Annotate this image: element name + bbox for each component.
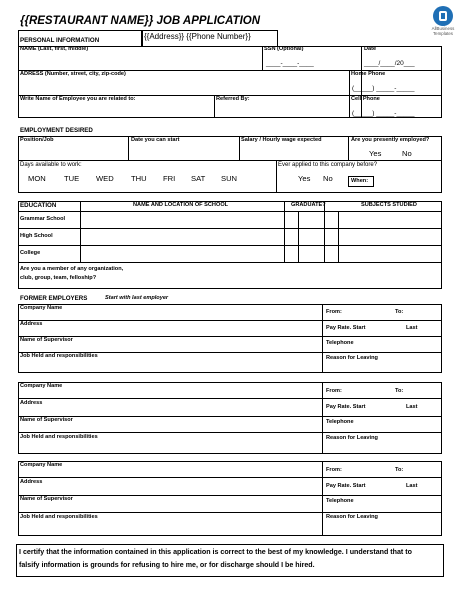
divider <box>80 201 81 262</box>
job-held-label: Job Held and responsibilities <box>20 353 98 359</box>
school-row-label: Grammar School <box>20 216 66 222</box>
ssn-label: SSN (Optional) <box>264 46 304 52</box>
company-name-label: Company Name <box>20 383 63 389</box>
education-col-name: NAME AND LOCATION OF SCHOOL <box>133 202 229 208</box>
pay-rate-label: Pay Rate. Start <box>326 325 366 331</box>
position-field[interactable] <box>20 145 124 157</box>
logo-text-1: AllBusiness <box>431 26 455 31</box>
from-label: From: <box>326 388 342 394</box>
to-label: To: <box>395 309 404 315</box>
employed-label: Are you presently employed? <box>351 137 430 143</box>
related-employee-field[interactable] <box>40 105 210 116</box>
home-phone-label: Home Phone <box>351 71 386 77</box>
cell-phone-label: Cell Phone <box>351 96 380 102</box>
education-col-graduate: GRADUATE? <box>291 202 326 208</box>
home-phone-field[interactable]: (_____) _____-_____ <box>352 85 415 92</box>
address-label: Address <box>20 321 43 327</box>
employer-block-1 <box>18 304 442 373</box>
employed-no-option[interactable]: No <box>402 149 412 158</box>
divider <box>18 336 442 337</box>
telephone-label: Telephone <box>326 340 354 346</box>
salary-field[interactable] <box>241 145 345 157</box>
reason-leaving-label: Reason for Leaving <box>326 435 378 441</box>
company-name-label: Company Name <box>20 462 63 468</box>
day-wed[interactable]: WED <box>96 174 114 183</box>
section-education-heading: EDUCATION <box>20 202 57 209</box>
day-thu[interactable]: THU <box>131 174 147 183</box>
divider <box>298 211 299 262</box>
organization-field[interactable] <box>160 266 438 286</box>
address-label: ADRESS (Number, street, city, zip-code) <box>20 71 126 77</box>
certification-text-1: I certify that the information contained in this application is correct to the best of my knowledge. I understand that to <box>19 548 412 556</box>
divider <box>18 320 442 321</box>
divider <box>18 211 442 212</box>
employer-block-2 <box>18 382 442 454</box>
to-label: To: <box>395 467 404 473</box>
day-sat[interactable]: SAT <box>191 174 206 183</box>
name-label: NAME (Last, first, middle) <box>20 46 89 52</box>
divider <box>18 495 442 496</box>
divider <box>322 382 323 454</box>
education-col-subjects: SUBJECTS STUDIED <box>361 202 417 208</box>
when-field[interactable] <box>376 176 438 187</box>
referred-by-field[interactable] <box>218 105 346 116</box>
organization-label: club, group, team, felloship? <box>20 275 97 281</box>
divider <box>18 160 442 161</box>
section-former-employers-heading: FORMER EMPLOYERS <box>20 295 88 302</box>
employed-yes-option[interactable]: Yes <box>369 149 382 158</box>
divider <box>18 262 442 263</box>
divider <box>128 136 129 160</box>
school-row-label: College <box>20 250 41 256</box>
divider <box>18 228 442 229</box>
divider <box>348 136 349 160</box>
supervisor-label: Name of Supervisor <box>20 337 73 343</box>
logo-icon <box>433 6 453 26</box>
address-label: Address <box>20 400 43 406</box>
start-date-field[interactable] <box>131 145 235 157</box>
reason-leaving-label: Reason for Leaving <box>326 355 378 361</box>
day-sun[interactable]: SUN <box>221 174 238 183</box>
applied-before-label: Ever applied to this company before? <box>278 162 378 168</box>
job-held-label: Job Held and responsibilities <box>20 514 98 520</box>
address-phone-placeholder: {{Address}} {{Phone Number}} <box>144 32 251 41</box>
date-label: Date <box>364 46 377 52</box>
divider <box>18 416 442 417</box>
from-label: From: <box>326 467 342 473</box>
divider <box>18 432 442 433</box>
address-label: Address <box>20 479 43 485</box>
divider <box>214 95 215 118</box>
salary-label: Salary / Hourly wage expected <box>241 137 322 143</box>
related-employee-label: Write Name of Employee you are related to: <box>20 96 136 102</box>
telephone-label: Telephone <box>326 498 354 504</box>
divider <box>18 512 442 513</box>
company-name-label: Company Name <box>20 305 63 311</box>
day-mon[interactable]: MON <box>28 174 46 183</box>
when-label: When: <box>351 178 369 184</box>
days-available-label: Days available to work: <box>20 162 82 168</box>
page-title: {{RESTAURANT NAME}} JOB APPLICATION <box>20 15 261 27</box>
applied-no-option[interactable]: No <box>323 174 333 183</box>
day-tue[interactable]: TUE <box>64 174 80 183</box>
divider <box>322 304 323 373</box>
pay-last-label: Last <box>406 404 418 410</box>
supervisor-label: Name of Supervisor <box>20 496 73 502</box>
ssn-field[interactable]: ____-____-____ <box>266 60 314 67</box>
start-date-label: Date you can start <box>131 137 180 143</box>
supervisor-label: Name of Supervisor <box>20 417 73 423</box>
from-label: From: <box>326 309 342 315</box>
pay-rate-label: Pay Rate. Start <box>326 483 366 489</box>
divider <box>284 201 285 262</box>
certification-text-2: falsify information is grounds for refusing to hire me, or for discharge should I be hired. <box>19 561 315 569</box>
section-employment-heading: EMPLOYMENT DESIRED <box>20 127 93 134</box>
job-held-label: Job Held and responsibilities <box>20 434 98 440</box>
telephone-label: Telephone <box>326 419 354 425</box>
reason-leaving-label: Reason for Leaving <box>326 514 378 520</box>
address-box <box>142 30 278 46</box>
divider <box>18 477 442 478</box>
divider <box>262 46 263 70</box>
brand-logo <box>419 6 467 36</box>
address-field[interactable] <box>40 80 340 92</box>
referred-by-label: Referred By: <box>216 96 250 102</box>
organization-label: Are you a member of any organization, <box>20 266 124 272</box>
former-employers-note: Start with last employer <box>105 295 169 301</box>
divider <box>349 70 350 118</box>
divider <box>338 211 339 262</box>
divider <box>18 245 442 246</box>
cell-phone-field[interactable]: (_____) _____-_____ <box>352 110 415 117</box>
employer-block-3 <box>18 461 442 536</box>
divider <box>239 136 240 160</box>
section-personal-heading: PERSONAL INFORMATION <box>20 37 100 44</box>
personal-heading-box <box>18 30 142 46</box>
position-label: Position/Job <box>20 137 54 143</box>
applied-yes-option[interactable]: Yes <box>298 174 311 183</box>
date-field[interactable]: ____/____/20___ <box>364 60 415 67</box>
name-field[interactable] <box>40 55 255 67</box>
pay-last-label: Last <box>406 325 418 331</box>
divider <box>324 201 325 262</box>
pay-last-label: Last <box>406 483 418 489</box>
day-fri[interactable]: FRI <box>163 174 176 183</box>
to-label: To: <box>395 388 404 394</box>
divider <box>276 160 277 193</box>
high-school-field[interactable] <box>82 230 282 243</box>
college-field[interactable] <box>82 247 282 260</box>
school-row-label: High School <box>20 233 53 239</box>
divider <box>322 461 323 536</box>
grammar-school-field[interactable] <box>82 213 282 226</box>
divider <box>18 398 442 399</box>
pay-rate-label: Pay Rate. Start <box>326 404 366 410</box>
logo-text-2: Templates <box>432 31 453 36</box>
divider <box>361 46 362 118</box>
